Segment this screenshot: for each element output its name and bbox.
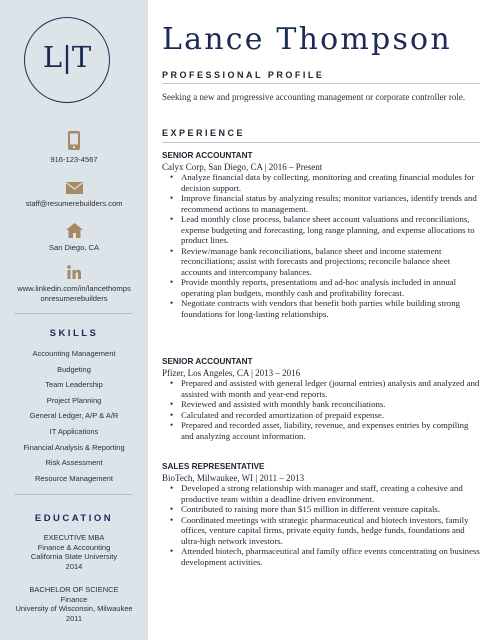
- linkedin-url-line-2: onresumerebuilders: [40, 294, 108, 303]
- education-school: California State University: [30, 552, 118, 561]
- education-school: University of Wisconsin, Milwaukee: [15, 604, 133, 613]
- job-entry: [162, 357, 482, 441]
- sidebar-divider: [14, 313, 132, 314]
- education-year: 2011: [65, 613, 83, 623]
- skill-item: Risk Assessment: [45, 458, 103, 468]
- location: San Diego, CA: [48, 243, 100, 252]
- location-contact: [0, 223, 148, 253]
- job-title: SALES REPRESENTATIVE: [162, 462, 265, 471]
- job-bullets: [162, 172, 482, 319]
- education-entry: [0, 533, 148, 571]
- job-title: SENIOR ACCOUNTANT: [162, 357, 253, 366]
- email-contact: [0, 182, 148, 209]
- education-degree: EXECUTIVE MBA: [43, 533, 105, 542]
- job-bullet: • Developed a strong relationship with manager and staff, creating a cohesive and productive team within a deadline driven environment.: [162, 483, 482, 504]
- job-bullet: • Coordinated meetings with strategic pharmaceutical and biotech investors, family offices, venture capital firms, private equity funds, hedge funds, foundations and ultra-high network investors.: [162, 515, 482, 547]
- linkedin-url-line-1: www.linkedin.com/in/lancethomps: [17, 284, 131, 293]
- job-bullets: [162, 483, 482, 567]
- job-bullet: • Contributed to raising more than $15 million in different venture capitals.: [162, 504, 482, 515]
- skill-item: Resource Management: [35, 473, 113, 483]
- job-bullet: • Prepared and recorded asset, liability, revenue, and expenses entries by compiling and analyzing account information.: [162, 420, 482, 441]
- job-company: BioTech, Milwaukee, WI | 2011 – 2013: [162, 472, 305, 483]
- job-bullet: • Negotiate contracts with vendors that benefit both parties while building strong foundations for long-lasting relationships.: [162, 298, 482, 319]
- sidebar: [0, 0, 148, 640]
- skill-item: Accounting Management: [32, 349, 116, 358]
- education-entry: [0, 585, 148, 623]
- skill-item: Budgeting: [57, 364, 91, 374]
- phone-contact: [0, 131, 148, 165]
- job-entry: [162, 462, 482, 567]
- linkedin-contact: [0, 265, 148, 304]
- monogram-badge: [24, 17, 110, 103]
- envelope-icon: [66, 182, 83, 194]
- experience-heading: EXPERIENCE: [162, 128, 246, 138]
- job-bullet: • Review/manage bank reconciliations, balance sheet and income statement reconciliations; assist with forecasts and projections; reconcile balance sheet accounts and intercompany balances.: [162, 246, 482, 278]
- candidate-name: Lance Thompson: [162, 22, 452, 57]
- profile-summary: Seeking a new and progressive accounting management or corporate controller role.: [162, 92, 466, 102]
- sidebar-divider: [14, 494, 132, 495]
- skill-item: General Ledger, A/P & A/R: [29, 411, 119, 421]
- education-heading: EDUCATION: [34, 513, 114, 524]
- profile-heading: PROFESSIONAL PROFILE: [162, 70, 325, 80]
- email-address[interactable]: staff@resumerebuilders.com: [25, 199, 123, 208]
- job-bullet: • Analyze financial data by collecting, monitoring and creating financial modules for decision support.: [162, 172, 482, 193]
- skill-item: IT Applications: [49, 426, 99, 436]
- skill-item: Team Leadership: [45, 380, 103, 390]
- section-divider: [162, 83, 480, 84]
- job-bullet: • Attended biotech, pharmaceutical and family office events concentrating on business development activities.: [162, 546, 482, 567]
- job-title: SENIOR ACCOUNTANT: [162, 151, 253, 160]
- education-degree: BACHELOR OF SCIENCE: [29, 585, 119, 594]
- education-field: Finance: [60, 594, 88, 604]
- job-bullet: • Improve financial status by analyzing results; monitor variances, identify trends and recommend actions to management.: [162, 193, 482, 214]
- skill-item: Project Planning: [46, 395, 102, 405]
- job-bullets: [162, 378, 482, 441]
- job-bullet: • Lead monthly close process, balance sheet account valuations and reconciliations, expense budgeting and forecasting, long range planning, and expense allocations to product lines.: [162, 214, 482, 246]
- phone-icon: [68, 131, 80, 150]
- job-bullet: • Calculated and recorded amortization of prepaid expense.: [162, 410, 482, 421]
- job-company: Pfizer, Los Angeles, CA | 2013 – 2016: [162, 367, 301, 378]
- skills-heading: SKILLS: [49, 328, 99, 339]
- linkedin-url[interactable]: [0, 284, 148, 304]
- home-icon: [66, 223, 83, 238]
- monogram-text: L|T: [42, 40, 92, 74]
- job-company: Calyx Corp, San Diego, CA | 2016 – Present: [162, 161, 323, 172]
- skill-item: Financial Analysis & Reporting: [23, 442, 125, 452]
- education-field: Finance & Accounting: [37, 542, 111, 552]
- phone-number: 916-123-4567: [50, 155, 98, 164]
- section-divider: [162, 142, 480, 143]
- job-bullet: • Reviewed and assisted with monthly bank reconciliations.: [162, 399, 482, 410]
- job-entry: [162, 151, 482, 319]
- education-year: 2014: [65, 561, 83, 571]
- job-bullet: • Prepared and assisted with general ledger (journal entries) analysis and analyzed and assisted with month and year-end reports.: [162, 378, 482, 399]
- job-bullet: • Provide monthly reports, presentations and ad-hoc analysis included in annual operating plan budgets, monthly cash and profitability forecast.: [162, 277, 482, 298]
- skills-list: [0, 348, 148, 488]
- linkedin-icon: [67, 265, 81, 279]
